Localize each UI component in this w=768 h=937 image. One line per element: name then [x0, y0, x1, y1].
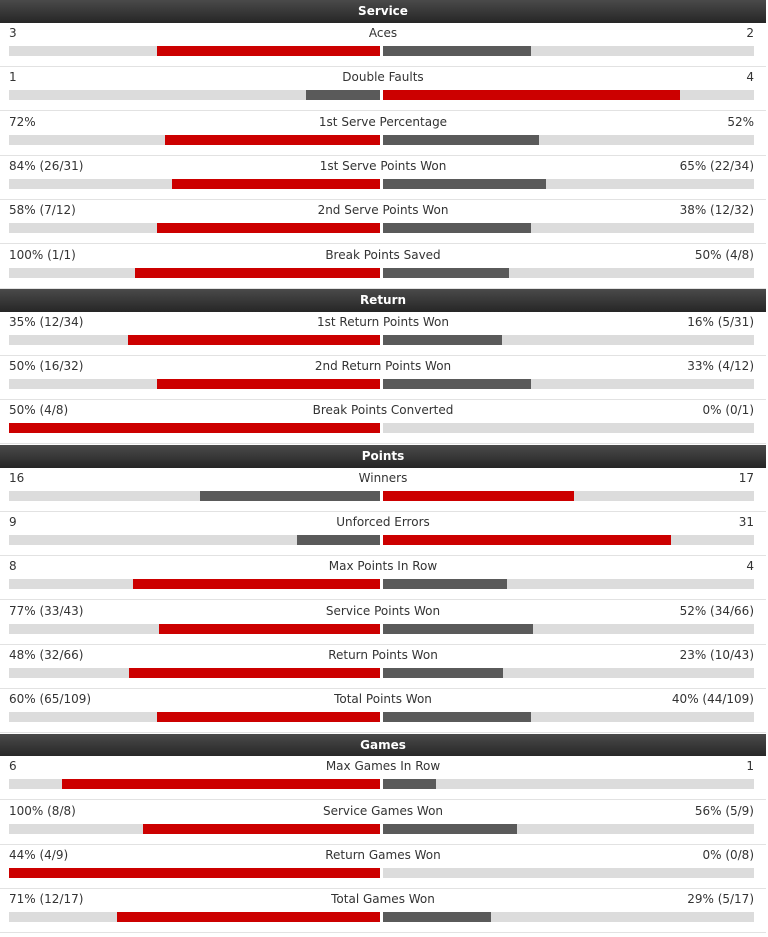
section-header-return: Return — [0, 289, 766, 312]
row-divider — [0, 799, 766, 800]
stat-label: Max Points In Row — [328, 559, 438, 573]
stat-row — [0, 512, 766, 556]
player2-value: 16% (5/31) — [687, 315, 754, 329]
stat-row — [0, 156, 766, 200]
player2-bar — [383, 535, 671, 545]
player2-bar-track — [383, 491, 754, 501]
player2-value: 65% (22/34) — [679, 159, 754, 173]
player1-value: 100% (1/1) — [9, 248, 76, 262]
player1-bar — [128, 335, 380, 345]
player2-bar — [383, 668, 503, 678]
player2-bar — [383, 135, 539, 145]
stat-row — [0, 889, 766, 933]
section-header-games: Games — [0, 734, 766, 757]
stat-label: Service Points Won — [325, 604, 441, 618]
player1-bar — [200, 491, 380, 501]
player2-bar-track — [383, 423, 754, 433]
player1-value: 50% (4/8) — [9, 403, 69, 417]
player1-value: 60% (65/109) — [9, 692, 92, 706]
player2-value: 29% (5/17) — [687, 892, 754, 906]
stat-label: Winners — [358, 471, 408, 485]
stat-label: 1st Serve Percentage — [318, 115, 448, 129]
player2-bar-track — [383, 579, 754, 589]
player2-value: 52% (34/66) — [679, 604, 754, 618]
player2-bar — [383, 779, 436, 789]
player2-value: 31 — [738, 515, 754, 529]
player1-bar-track — [9, 135, 380, 145]
player2-bar-track — [383, 335, 754, 345]
player2-value: 33% (4/12) — [687, 359, 754, 373]
player1-bar — [165, 135, 380, 145]
stat-label: Max Games In Row — [325, 759, 441, 773]
player2-value: 38% (12/32) — [679, 203, 754, 217]
player1-bar — [129, 668, 380, 678]
stat-row — [0, 468, 766, 512]
row-divider — [0, 110, 766, 111]
player1-bar-track — [9, 868, 380, 878]
stat-label: Break Points Saved — [325, 248, 441, 262]
player2-value: 2 — [746, 26, 754, 40]
player1-value: 58% (7/12) — [9, 203, 76, 217]
player1-bar — [135, 268, 380, 278]
player1-value: 71% (12/17) — [9, 892, 84, 906]
stat-row — [0, 556, 766, 600]
stat-row — [0, 23, 766, 67]
player1-bar — [172, 179, 380, 189]
player1-bar — [159, 624, 380, 634]
player1-bar-track — [9, 268, 380, 278]
player2-value: 23% (10/43) — [679, 648, 754, 662]
player1-bar — [9, 423, 380, 433]
player1-bar — [157, 712, 380, 722]
row-divider — [0, 599, 766, 600]
stat-label: Total Points Won — [334, 692, 432, 706]
stat-row — [0, 67, 766, 111]
player1-bar — [306, 90, 380, 100]
stat-label: 2nd Serve Points Won — [317, 203, 449, 217]
player2-bar — [383, 579, 507, 589]
stat-row — [0, 112, 766, 156]
player2-bar-track — [383, 46, 754, 56]
stat-label: Break Points Converted — [312, 403, 454, 417]
player2-bar — [383, 268, 509, 278]
player2-value: 52% — [727, 115, 754, 129]
stat-label: 2nd Return Points Won — [314, 359, 452, 373]
stat-row — [0, 689, 766, 733]
player2-bar-track — [383, 379, 754, 389]
player1-bar — [117, 912, 380, 922]
player2-value: 17 — [738, 471, 754, 485]
player2-bar — [383, 712, 531, 722]
player2-value: 0% (0/8) — [702, 848, 754, 862]
player1-bar — [297, 535, 380, 545]
player1-bar-track — [9, 223, 380, 233]
player2-value: 0% (0/1) — [702, 403, 754, 417]
player1-bar-track — [9, 779, 380, 789]
player2-bar-track — [383, 179, 754, 189]
player2-bar — [383, 46, 531, 56]
stat-label: Aces — [368, 26, 398, 40]
player1-value: 35% (12/34) — [9, 315, 84, 329]
player2-bar-track — [383, 268, 754, 278]
stat-label: Double Faults — [342, 70, 424, 84]
player2-bar — [383, 912, 491, 922]
player2-bar-track — [383, 779, 754, 789]
player1-bar — [157, 46, 380, 56]
player1-bar — [62, 779, 380, 789]
player2-value: 50% (4/8) — [694, 248, 754, 262]
stat-label: Return Games Won — [325, 848, 441, 862]
player2-bar-track — [383, 868, 754, 878]
stat-label: 1st Return Points Won — [316, 315, 449, 329]
player1-bar — [157, 223, 380, 233]
player1-bar-track — [9, 912, 380, 922]
stat-row — [0, 312, 766, 356]
player1-bar-track — [9, 423, 380, 433]
player2-bar-track — [383, 824, 754, 834]
player1-value: 8 — [9, 559, 17, 573]
stat-row — [0, 400, 766, 444]
player1-bar-track — [9, 491, 380, 501]
stat-row — [0, 356, 766, 400]
player2-bar-track — [383, 712, 754, 722]
player2-bar — [383, 491, 574, 501]
player2-bar-track — [383, 135, 754, 145]
player2-bar — [383, 335, 502, 345]
player2-bar — [383, 624, 533, 634]
player1-bar-track — [9, 668, 380, 678]
stat-label: Service Games Won — [322, 804, 444, 818]
player1-bar — [143, 824, 380, 834]
player2-value: 1 — [746, 759, 754, 773]
player2-bar — [383, 90, 680, 100]
player1-bar-track — [9, 712, 380, 722]
player2-bar — [383, 379, 531, 389]
player1-value: 77% (33/43) — [9, 604, 84, 618]
player1-value: 84% (26/31) — [9, 159, 84, 173]
player1-bar — [133, 579, 380, 589]
player1-value: 9 — [9, 515, 17, 529]
player1-bar — [157, 379, 380, 389]
player1-bar-track — [9, 46, 380, 56]
player1-bar-track — [9, 90, 380, 100]
stat-row — [0, 801, 766, 845]
player1-bar-track — [9, 579, 380, 589]
player1-bar-track — [9, 379, 380, 389]
player2-bar-track — [383, 624, 754, 634]
player2-bar — [383, 179, 546, 189]
player2-bar-track — [383, 535, 754, 545]
section-header-service: Service — [0, 0, 766, 23]
player1-value: 100% (8/8) — [9, 804, 76, 818]
row-divider — [0, 932, 766, 933]
player1-bar-track — [9, 335, 380, 345]
player1-bar-track — [9, 535, 380, 545]
stat-row — [0, 845, 766, 889]
stat-row — [0, 245, 766, 289]
section-header-points: Points — [0, 445, 766, 468]
player2-value: 56% (5/9) — [694, 804, 754, 818]
player1-bar-track — [9, 624, 380, 634]
player2-bar-track — [383, 223, 754, 233]
player1-value: 1 — [9, 70, 17, 84]
stat-label: Total Games Won — [331, 892, 435, 906]
stat-row — [0, 200, 766, 244]
player1-value: 16 — [9, 471, 25, 485]
player1-value: 6 — [9, 759, 17, 773]
player1-value: 50% (16/32) — [9, 359, 84, 373]
stat-label: 1st Serve Points Won — [319, 159, 447, 173]
player1-value: 72% — [9, 115, 36, 129]
stat-label: Unforced Errors — [336, 515, 430, 529]
player1-bar — [9, 868, 380, 878]
stat-row — [0, 601, 766, 645]
player2-value: 4 — [746, 559, 754, 573]
player2-value: 40% (44/109) — [671, 692, 754, 706]
stat-row — [0, 645, 766, 689]
stat-label: Return Points Won — [328, 648, 438, 662]
stat-row — [0, 756, 766, 800]
player2-bar — [383, 824, 517, 834]
player1-bar-track — [9, 824, 380, 834]
player1-value: 3 — [9, 26, 17, 40]
player2-bar-track — [383, 668, 754, 678]
player2-value: 4 — [746, 70, 754, 84]
player1-value: 44% (4/9) — [9, 848, 69, 862]
player1-value: 48% (32/66) — [9, 648, 84, 662]
player1-bar-track — [9, 179, 380, 189]
row-divider — [0, 243, 766, 244]
player2-bar — [383, 223, 531, 233]
player2-bar-track — [383, 912, 754, 922]
player2-bar-track — [383, 90, 754, 100]
